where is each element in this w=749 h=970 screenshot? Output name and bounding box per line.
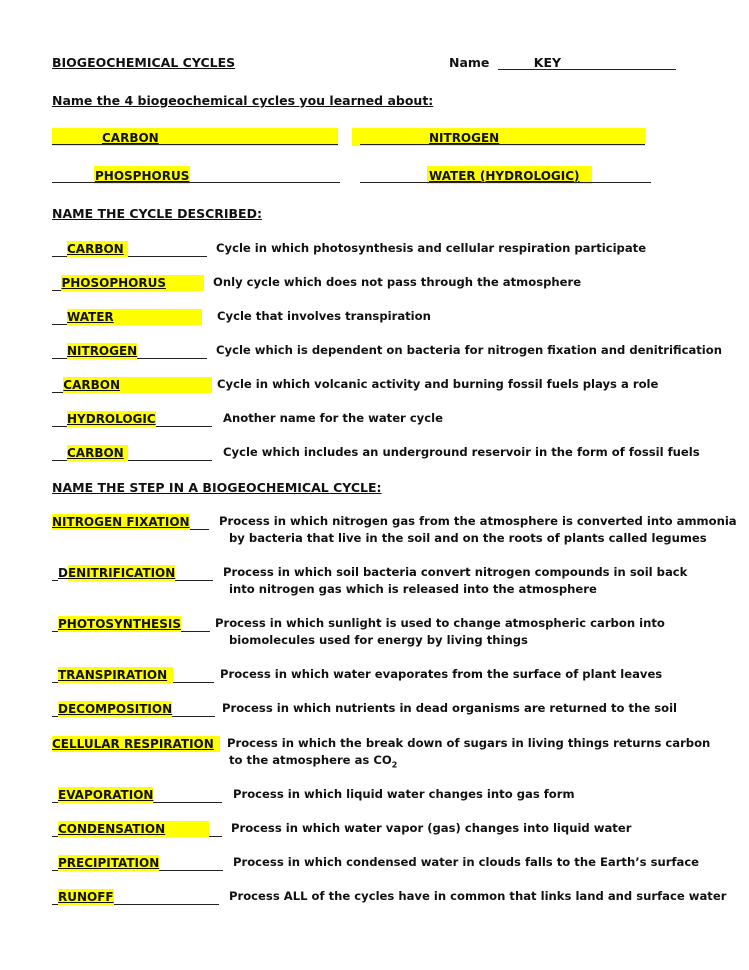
answer-text: HYDROLOGIC: [67, 412, 156, 426]
answer-blank[interactable]: [52, 821, 222, 837]
answer-text: TRANSPIRATION: [58, 667, 173, 683]
answer-text: PHOTOSYNTHESIS: [58, 617, 181, 631]
answer-blank-phosphorus[interactable]: [52, 166, 340, 184]
description: Process in which soil bacteria convert nitrogen compounds in soil back: [223, 565, 688, 579]
description: Cycle in which volcanic activity and burning fossil fuels plays a role: [217, 377, 659, 391]
description: Process in which the break down of sugars in living things returns carbon: [227, 736, 711, 750]
answer-blank-water[interactable]: [360, 166, 651, 184]
description: Cycle which is dependent on bacteria for nitrogen fixation and denitrification: [216, 343, 722, 357]
answer-blank[interactable]: [52, 241, 207, 257]
answer-text: RUNOFF: [58, 890, 114, 904]
name-value: KEY: [533, 55, 562, 70]
answer-text: PRECIPITATION: [58, 856, 160, 870]
answer-prefix: D: [58, 566, 68, 580]
step-row: [52, 785, 575, 803]
worksheet-title: BIOGEOCHEMICAL CYCLES: [52, 55, 236, 70]
answer-blank[interactable]: [52, 565, 213, 581]
answer-blank[interactable]: [52, 309, 207, 325]
answer-blank-nitrogen[interactable]: [352, 128, 645, 146]
section2-heading: NAME THE CYCLE DESCRIBED:: [52, 206, 262, 221]
step-row: [52, 699, 677, 717]
name-label: Name: [449, 55, 490, 70]
description: Process in which sunlight is used to change atmospheric carbon into: [215, 616, 665, 630]
description: Cycle that involves transpiration: [217, 309, 431, 323]
description-continued: into nitrogen gas which is released into the atmosphere: [229, 582, 597, 596]
answer-blank[interactable]: [52, 701, 215, 717]
name-field[interactable]: [449, 55, 676, 70]
answer-text: PHOSOPHORUS: [61, 275, 204, 291]
answer-blank[interactable]: [52, 787, 222, 803]
cycle-row: [52, 341, 722, 359]
answer-text: PHOSPHORUS: [95, 169, 190, 183]
answer-text: WATER (HYDROLOGIC): [429, 169, 580, 183]
step-row: [52, 563, 687, 581]
answer-blank[interactable]: [52, 616, 210, 632]
section3-heading: NAME THE STEP IN A BIOGEOCHEMICAL CYCLE:: [52, 480, 382, 495]
answer-blank-carbon[interactable]: [52, 128, 338, 146]
answer-text: WATER: [67, 309, 202, 325]
description-continued: by bacteria that live in the soil and on the roots of plants called legumes: [229, 531, 707, 545]
description: Process ALL of the cycles have in common that links land and surface water: [229, 889, 727, 903]
answer-text: CARBON: [102, 131, 159, 145]
cycle-row: [52, 307, 431, 325]
description-continued: biomolecules used for energy by living things: [229, 633, 528, 647]
description: Process in which water evaporates from the surface of plant leaves: [220, 667, 663, 681]
answer-blank[interactable]: [52, 275, 204, 291]
step-row: [52, 512, 737, 530]
description: Process in which liquid water changes into gas form: [233, 787, 575, 801]
description-continued: [229, 752, 397, 773]
answer-text: CONDENSATION: [58, 821, 209, 837]
answer-blank[interactable]: [52, 889, 219, 905]
answer-text: CARBON: [67, 445, 128, 461]
answer-text: ENITRIFICATION: [67, 566, 176, 580]
answer-text: NITROGEN FIXATION: [52, 515, 190, 529]
answer-text: CARBON: [67, 241, 128, 257]
step-row: [52, 614, 665, 632]
cycle-row: [52, 273, 581, 291]
description: Cycle which includes an underground reservoir in the form of fossil fuels: [223, 445, 700, 459]
cycle-row: [52, 239, 646, 257]
answer-blank[interactable]: [52, 377, 212, 393]
answer-text: CELLULAR RESPIRATION: [52, 736, 220, 752]
answer-blank[interactable]: [52, 343, 207, 359]
answer-blank[interactable]: [52, 411, 212, 427]
step-row: [52, 734, 710, 752]
answer-blank[interactable]: [52, 736, 222, 752]
answer-text: DECOMPOSITION: [58, 702, 173, 716]
answer-text: EVAPORATION: [58, 788, 154, 802]
section1-prompt: Name the 4 biogeochemical cycles you learned about:: [52, 93, 434, 108]
description: Process in which nutrients in dead organisms are returned to the soil: [222, 701, 678, 715]
answer-blank[interactable]: [52, 667, 214, 683]
description: Only cycle which does not pass through the atmosphere: [213, 275, 582, 289]
answer-text: NITROGEN: [67, 344, 138, 358]
description-text: to the atmosphere as CO: [229, 753, 392, 767]
description: Cycle in which photosynthesis and cellular respiration participate: [216, 241, 647, 255]
answer-text: CARBON: [63, 377, 212, 393]
answer-blank[interactable]: [52, 855, 223, 871]
cycle-row: [52, 409, 443, 427]
cycle-row: [52, 375, 658, 393]
description: Process in which condensed water in clouds falls to the Earth’s surface: [233, 855, 700, 869]
step-row: [52, 853, 699, 871]
description: Process in which nitrogen gas from the atmosphere is converted into ammonia: [219, 514, 737, 528]
cycle-row: [52, 443, 700, 461]
step-row: [52, 665, 662, 683]
step-row: [52, 819, 631, 837]
description: Another name for the water cycle: [223, 411, 443, 425]
answer-blank[interactable]: [52, 514, 209, 530]
description: Process in which water vapor (gas) changes into liquid water: [231, 821, 632, 835]
step-row: [52, 887, 726, 905]
answer-blank[interactable]: [52, 445, 212, 461]
answer-text: NITROGEN: [429, 131, 500, 145]
subscript: 2: [391, 760, 398, 770]
